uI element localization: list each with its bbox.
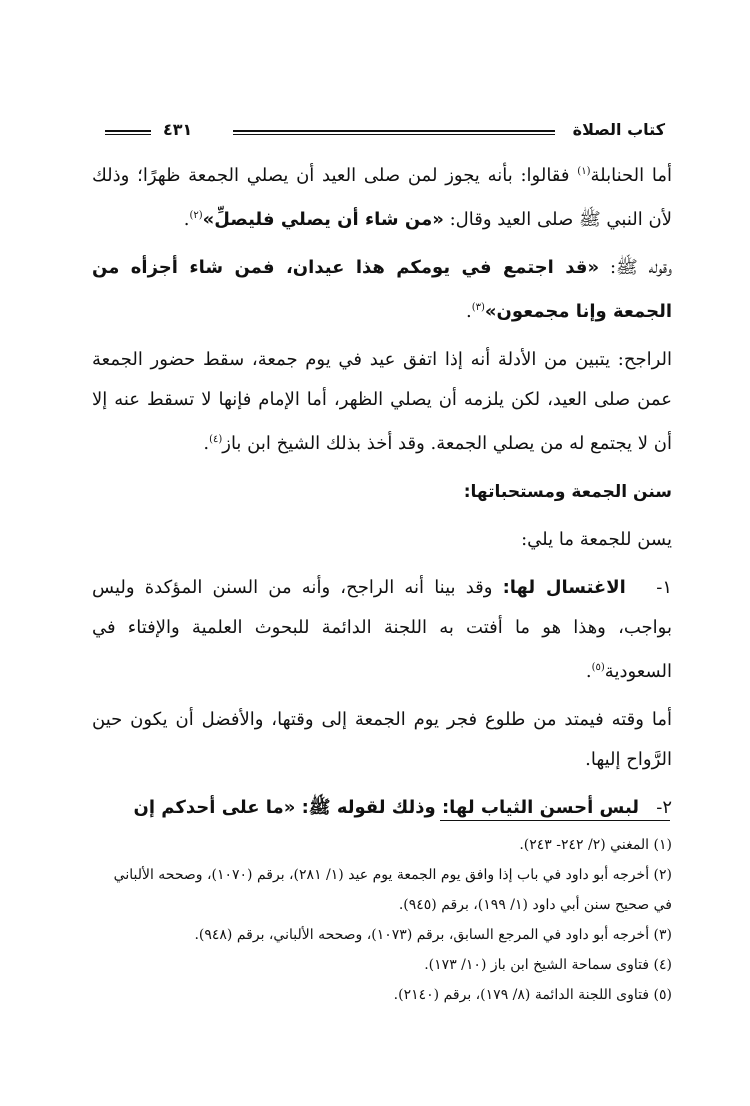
text-span: وقد بينا أنه الراجح، وأنه من السنن المؤكدة وليس بواجب، وهذا هو ما أفتت به اللجنة الدائمة للبحوث العلمية والإفتاء في السعودية (92, 577, 672, 682)
text-span: . (203, 433, 210, 454)
text-span: أما الحنابلة (590, 165, 672, 186)
main-text (92, 152, 672, 836)
paragraph-time (92, 700, 672, 780)
book-title: كتاب الصلاة (572, 120, 665, 139)
list-item-title: الاغتسال لها: (502, 577, 626, 598)
text-span: فقالوا: بأنه يجوز لمن صلى العيد أن يصلي الجمعة ظهرًا؛ وذلك لأن النبي ﷺ صلى العيد وقال: (92, 165, 672, 230)
heading-text: سنن الجمعة ومستحباتها: (463, 482, 672, 502)
hadith-quote: «من شاء أن يصلي فليصلِّ» (202, 209, 444, 230)
list-item-title: لبس أحسن الثياب لها: (441, 797, 640, 818)
text-span: الراجح: يتبين من الأدلة أنه إذا اتفق عيد في يوم جمعة، سقط حضور الجمعة عمن صلى العيد، لكن يلزمه أن يصلي الظهر، أما الإمام فإنها لا تسقط عنه إلا أن لا يجتمع له من يصلي الجمعة. وقد أخذ بذلك الشيخ ابن باز (92, 349, 672, 454)
footnote-ref: (٢) (189, 210, 203, 221)
text-span: وذلك لقوله ﷺ: (295, 797, 442, 818)
footnote-separator (440, 820, 670, 821)
list-item-ghusl (92, 568, 672, 692)
list-item-clothes (92, 788, 672, 828)
footnote: (٤) فتاوى سماحة الشيخ ابن باز (١٠/ ١٧٣). (424, 957, 672, 973)
hadith-quote: «ما على أحدكم إن (133, 797, 296, 818)
hadith-quote: «قد اجتمع في يومكم هذا عيدان، فمن شاء أجزأه من الجمعة وإنا مجمعون» (92, 257, 672, 322)
paragraph-intro (92, 520, 672, 560)
text-span: يسن للجمعة ما يلي: (521, 529, 672, 550)
footnotes (92, 830, 672, 1010)
footnote-ref: (٣) (471, 302, 485, 313)
paragraph-hadith (92, 248, 672, 332)
footnote: (٣) أخرجه أبو داود في المرجع السابق، برقم (١٠٧٣)، وصححه الألباني، برقم (٩٤٨). (194, 927, 672, 943)
section-heading (92, 472, 672, 512)
text-span: . (183, 209, 190, 230)
text-span: . (466, 301, 472, 322)
footnote: (٥) فتاوى اللجنة الدائمة (٨/ ١٧٩)، برقم (٢١٤٠). (393, 987, 672, 1003)
list-number: ٢- (656, 797, 672, 818)
text-span: . (585, 661, 592, 682)
footnote: (٢) أخرجه أبو داود في باب إذا وافق يوم الجمعة يوم عيد (١/ ٢٨١)، برقم (١٠٧٠)، وصححه الألباني في صحيح سنن أبي داود (١/ ١٩٩)، برقم (٩٤٥). (113, 867, 672, 913)
header-rule (233, 130, 555, 132)
footnote: (١) المغني (٢/ ٢٤٢- ٢٤٣). (519, 837, 672, 853)
paragraph-rajih (92, 340, 672, 464)
list-number: ١- (656, 577, 672, 598)
footnote-ref: (١) (577, 166, 591, 177)
text-span: أما وقته فيمتد من طلوع فجر يوم الجمعة إلى وقتها، والأفضل أن يكون حين الرَّواح إليها. (92, 709, 672, 770)
paragraph-hanabila (92, 152, 672, 240)
text-span: وقوله ﷺ: (599, 257, 672, 278)
page-number: ٤٣١ (163, 120, 193, 139)
footnote-ref: (٤) (209, 434, 223, 445)
header-rule-short (105, 130, 151, 132)
footnote-ref: (٥) (591, 662, 605, 673)
page-header (105, 118, 665, 148)
